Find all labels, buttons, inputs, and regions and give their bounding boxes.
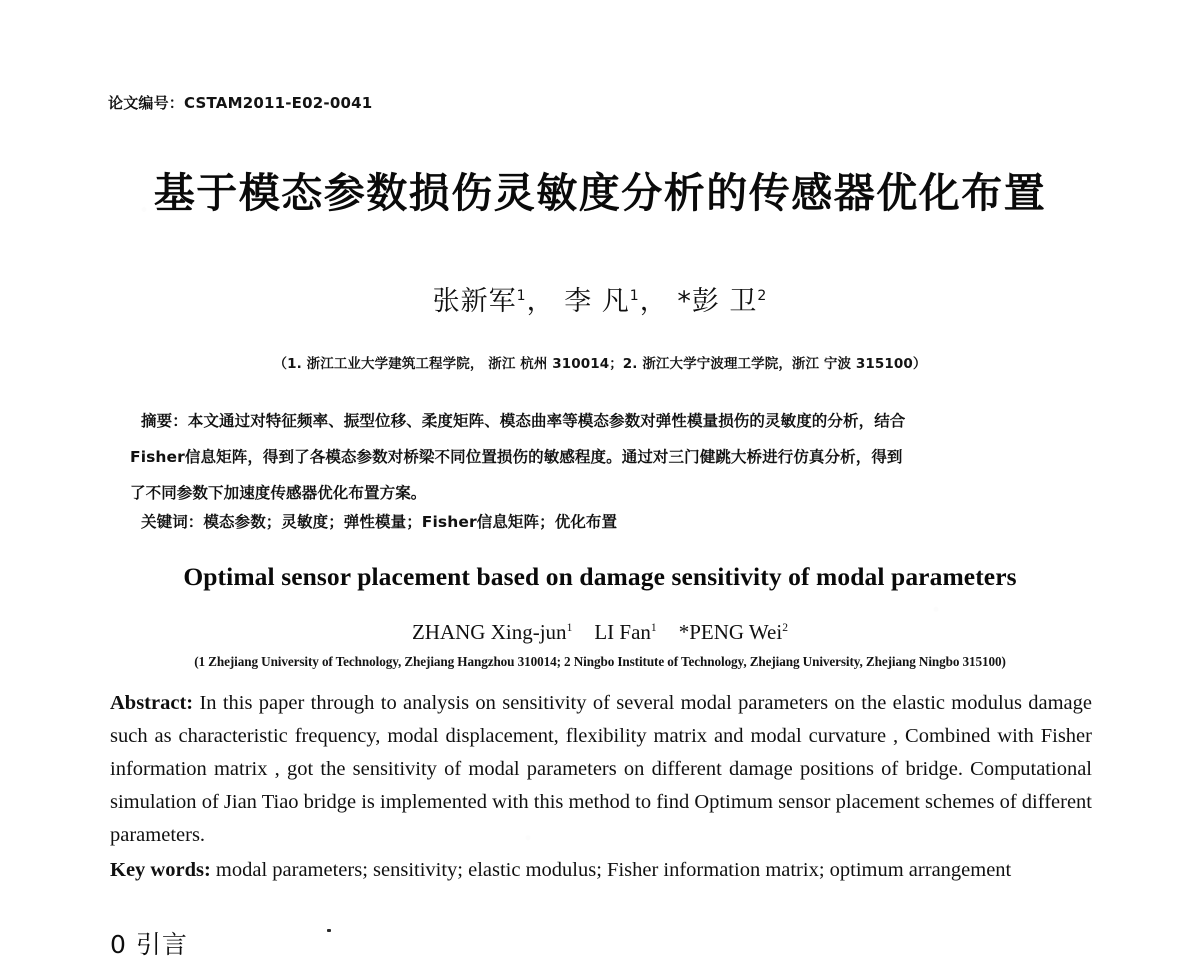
paper-number: 论文编号：CSTAM2011-E02-0041	[108, 94, 373, 112]
english-abstract-body: In this paper through to analysis on sensitivity of several modal parameters on the elastic modulus damage such as characteristic frequency, modal displacement, flexibility matrix and modal curvature , Combined with Fisher information matrix , got the sensitivity of modal parameters on different damage positions of bridge. Computational simulation of Jian Tiao bridge is implemented with this method to find Optimum sensor placement schemes of different parameters.	[110, 692, 1092, 846]
english-author-3-name: *PENG Wei	[678, 620, 783, 644]
english-keywords	[110, 855, 1092, 885]
chinese-abstract	[130, 403, 1091, 511]
english-abstract-label: Abstract:	[110, 692, 194, 714]
english-author-2-name: LI Fan	[594, 620, 651, 644]
english-keywords-body: modal parameters; sensitivity; elastic modulus; Fisher information matrix; optimum arrangement	[210, 859, 1012, 881]
chinese-affiliation: （1. 浙江工业大学建筑工程学院， 浙江 杭州 310014；2. 浙江大学宁波理工学院，浙江 宁波 315100）	[273, 356, 927, 372]
chinese-abstract-line-2: Fisher信息矩阵，得到了各模态参数对桥梁不同位置损伤的敏感程度。通过对三门健跳大桥进行仿真分析，得到	[130, 448, 903, 466]
chinese-abstract-line-1: 摘要：本文通过对特征频率、振型位移、柔度矩阵、模态曲率等模态参数对弹性模量损伤的灵敏度的分析，结合	[141, 412, 906, 430]
chinese-abstract-line-3: 了不同参数下加速度传感器优化布置方案。	[130, 484, 427, 502]
english-author-2-affil-marker: 1	[650, 622, 657, 634]
english-author-list	[0, 620, 1200, 645]
english-affiliation: (1 Zhejiang University of Technology, Zhejiang Hangzhou 310014; 2 Ningbo Institute of Technology, Zhejiang University, Zhejiang Ningbo 315100)	[194, 654, 1006, 669]
chinese-author-2-affil-marker: 1	[629, 288, 640, 304]
scan-artifact-speck	[327, 929, 331, 932]
chinese-author-2-name: 李 凡	[564, 286, 630, 317]
section-heading-introduction: 0 引言	[110, 930, 188, 959]
chinese-author-separator-2: ，	[639, 286, 668, 317]
english-keywords-label: Key words:	[110, 859, 211, 881]
english-abstract	[110, 687, 1092, 852]
chinese-author-1-affil-marker: 1	[516, 288, 527, 304]
english-author-3-affil-marker: 2	[782, 622, 788, 634]
english-author-1-name: ZHANG Xing-jun	[411, 620, 567, 644]
chinese-author-list	[0, 279, 1200, 318]
chinese-author-3-affil-marker: 2	[757, 288, 768, 304]
english-title: Optimal sensor placement based on damage sensitivity of modal parameters	[183, 562, 1017, 591]
english-author-1-affil-marker: 1	[566, 622, 573, 634]
chinese-author-separator-1: ，	[526, 286, 555, 317]
chinese-title: 基于模态参数损伤灵敏度分析的传感器优化布置	[153, 169, 1047, 217]
chinese-author-1-name: 张新军	[432, 286, 517, 317]
chinese-keywords: 关键词：模态参数；灵敏度；弹性模量；Fisher信息矩阵；优化布置	[141, 513, 618, 531]
chinese-author-3-name: *彭 卫	[677, 286, 758, 317]
